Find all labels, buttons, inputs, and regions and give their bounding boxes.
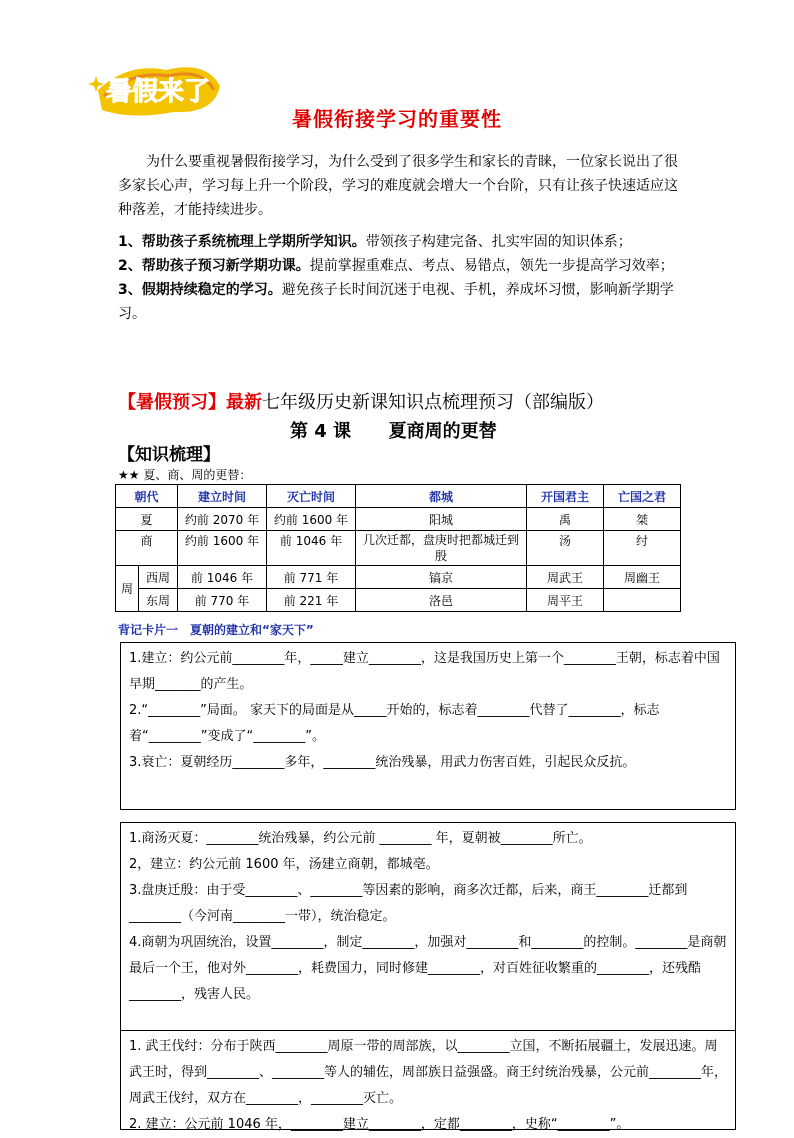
preview-tag: 【暑假预习】最新 — [118, 392, 262, 413]
column-header: 灭亡时间 — [267, 485, 356, 508]
dynasty-table — [115, 484, 681, 612]
page-title: 暑假衔接学习的重要性 — [292, 107, 502, 131]
table-cell: 前 1046 年 — [267, 531, 356, 566]
table-cell: 前 221 年 — [267, 589, 356, 612]
card-line: 2，建立：约公元前 1600 年，汤建立商朝，都城亳。 — [129, 857, 439, 872]
card-title: 背记卡片一 夏朝的建立和“家天下” — [118, 623, 314, 637]
table-cell — [604, 589, 681, 612]
table-cell: 周平王 — [527, 589, 604, 612]
table-cell: 商 — [116, 531, 178, 566]
table-cell: 夏 — [116, 508, 178, 531]
table-cell: 周 — [116, 566, 139, 612]
benefit-list — [118, 230, 686, 326]
lesson-title — [290, 417, 497, 443]
column-header: 都城 — [356, 485, 527, 508]
benefit-item-text: 带领孩子构建完备、扎实牢固的知识体系； — [365, 234, 632, 250]
card-line: 3.衰亡：夏朝经历________多年，________统治残暴，用武力伤害百姓，引起民众反抗。 — [129, 755, 636, 770]
table-cell: 前 771 年 — [267, 566, 356, 589]
table-cell: 周幽王 — [604, 566, 681, 589]
table-cell: 禹 — [527, 508, 604, 531]
table-cell: 镐京 — [356, 566, 527, 589]
preview-header — [118, 388, 708, 414]
knowledge-section-title: 【知识梳理】 — [118, 445, 220, 465]
table-cell: 约前 1600 年 — [267, 508, 356, 531]
table-cell: 桀 — [604, 508, 681, 531]
table-cell: 阳城 — [356, 508, 527, 531]
memory-card — [120, 822, 736, 1046]
card-line: ________（今河南________一带），统治稳定。 — [129, 909, 396, 924]
table-row — [116, 508, 681, 531]
table-header-row — [116, 485, 681, 508]
column-header: 建立时间 — [178, 485, 267, 508]
lesson-name: 夏商周的更替 — [388, 421, 497, 442]
memory-card — [120, 1030, 736, 1130]
table-cell: 约前 2070 年 — [178, 508, 267, 531]
benefit-item-text: 提前掌握重难点、考点、易错点，领先一步提高学习效率； — [309, 258, 674, 274]
preview-subtitle: 七年级历史新课知识点梳理预习（部编版） — [262, 392, 604, 413]
memory-card — [120, 642, 736, 810]
table-row — [116, 566, 681, 589]
benefit-item-text: 避免孩子长时间沉迷于电视、手机，养成坏习惯，影响新学期学习。 — [118, 282, 674, 322]
table-cell: 纣 — [604, 531, 681, 566]
table-cell: 前 1046 年 — [178, 566, 267, 589]
table-cell: 东周 — [139, 589, 178, 612]
card-line: 3.盘庚迁殷：由于受________、________等因素的影响，商多次迁都，后来，商王________迁都到 — [129, 883, 688, 898]
card-line: 2.“________”局面。 家天下的局面是从_____开始的，标志着________代替了________，标志着“________”变成了“________”。 — [129, 703, 660, 744]
column-header: 开国君主 — [527, 485, 604, 508]
column-header: 朝代 — [116, 485, 178, 508]
logo-text: 暑假来了 — [105, 77, 211, 107]
benefit-item — [118, 254, 686, 278]
card-line: 2. 建立：公元前 1046 年，________建立________，定都________，史称“________”。 — [129, 1117, 630, 1132]
table-cell: 几次迁都，盘庚时把都城迁到殷 — [356, 531, 527, 566]
benefit-item-heading: 3、假期持续稳定的学习。 — [118, 282, 282, 298]
column-header: 亡国之君 — [604, 485, 681, 508]
benefit-item — [118, 278, 686, 326]
table-caption: ★★ 夏、商、周的更替： — [118, 468, 252, 482]
table-cell: 周武王 — [527, 566, 604, 589]
table-cell: 约前 1600 年 — [178, 531, 267, 566]
intro-paragraph: 为什么要重视暑假衔接学习，为什么受到了很多学生和家长的青睐，一位家长说出了很多家长心声，学习每上升一个阶段，学习的难度就会增大一个台阶，只有让孩子快速适应这种落差，才能持续进步。 — [118, 154, 678, 218]
table-cell: 西周 — [139, 566, 178, 589]
table-cell: 前 770 年 — [178, 589, 267, 612]
benefit-item-heading: 2、帮助孩子预习新学期功课。 — [118, 258, 310, 274]
table-cell: 洛邑 — [356, 589, 527, 612]
benefit-item-heading: 1、帮助孩子系统梳理上学期所学知识。 — [118, 234, 366, 250]
card-line: 4.商朝为巩固统治，设置________，制定________，加强对________和________的控制。________是商朝最后一个王，他对外________，耗费国力，同时修建________，对百姓征收繁重的________，还残酷________，残害人民。 — [129, 935, 727, 1002]
table-row — [116, 589, 681, 612]
table-cell: 汤 — [527, 531, 604, 566]
lesson-number: 第 4 课 — [290, 421, 352, 442]
benefit-item — [118, 230, 686, 254]
table-row — [116, 531, 681, 566]
card-line: 1. 武王伐纣：分布于陕西________周原一带的周部族，以________立国，不断拓展疆土，发展迅速。周武王时，得到________、________等人的辅佐，周部族日益强盛。商王纣统治残暴，公元前________年，周武王伐纣，双方在________，________灭亡。 — [129, 1039, 728, 1106]
card-line: 1.建立：约公元前________年，_____建立________，这是我国历史上第一个________王朝，标志着中国早期_______的产生。 — [129, 651, 720, 692]
card-line: 1.商汤灭夏：________统治残暴，约公元前 ________ 年，夏朝被________所亡。 — [129, 831, 592, 846]
